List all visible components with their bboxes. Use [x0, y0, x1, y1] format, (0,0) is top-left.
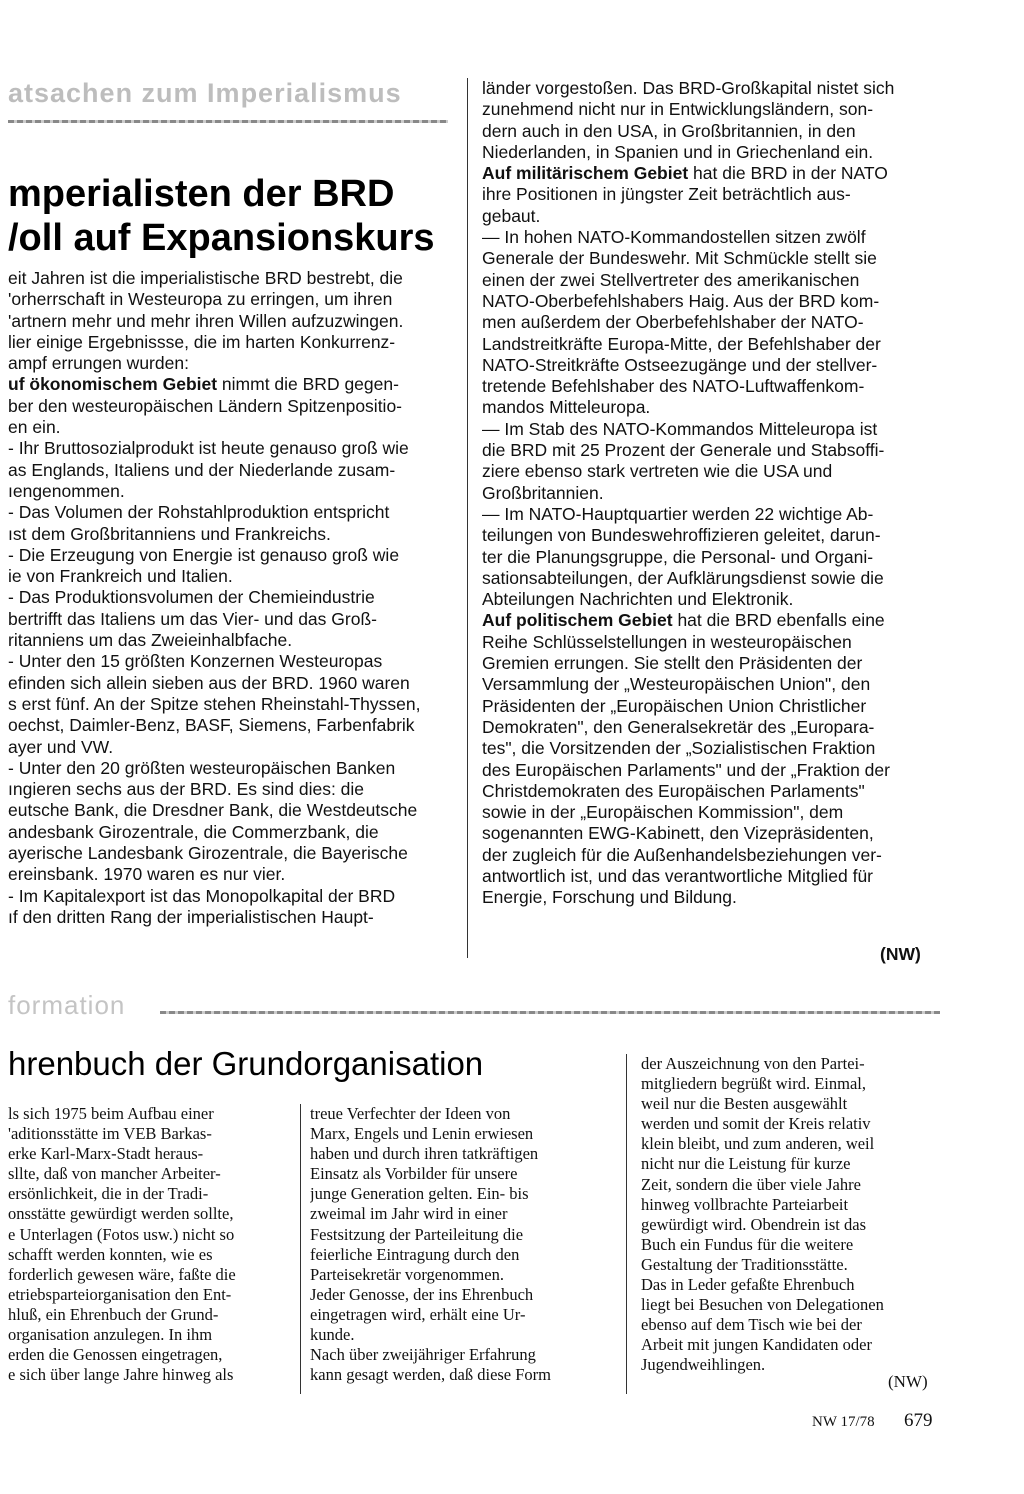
text-line: Landstreitkräfte Europa-Mitte, der Befehlshaber der	[482, 333, 881, 354]
text-line: organisation anzulegen. In ihm	[8, 1325, 213, 1345]
text-line: einen der zwei Stellvertreter des amerikanischen	[482, 269, 860, 290]
text-line: ritanniens um das Zweieinhalbfache.	[8, 630, 293, 651]
text-line: ıngieren sechs aus der BRD. Es sind dies: die	[8, 779, 365, 800]
text-line: - Unter den 15 größten Konzernen Westeuropas	[8, 651, 383, 672]
article-column-right	[482, 78, 944, 909]
text-line: eit Jahren ist die imperialistische BRD bestrebt, die	[8, 268, 403, 288]
text-line: Gremien errungen. Sie stellt den Präsidenten der	[482, 653, 863, 674]
text-line: der zugleich für die Außenhandelsbeziehungen ver-	[482, 844, 882, 865]
text-line: NATO-Streitkräfte Ostseezugänge und der stellver-	[482, 354, 878, 375]
issue-number: NW 17/78	[812, 1414, 875, 1430]
text-line: sllte, daß von mancher Arbeiter-	[8, 1164, 221, 1184]
text-line: Generale der Bundeswehr. Mit Schmückle stellt sie	[482, 248, 877, 269]
text-line: ebenso auf dem Tisch wie bei der	[641, 1315, 862, 1335]
text-line: Arbeit mit jungen Kandidaten oder	[641, 1335, 872, 1355]
text-line: ayer und VW.	[8, 736, 114, 757]
headline-line: /oll auf Expansionskurs	[8, 217, 435, 259]
text-line: hluß, ein Ehrenbuch der Grund-	[8, 1304, 219, 1324]
text-line: sowie in der „Europäischen Kommission", dem	[482, 802, 844, 823]
text-line: - Das Produktionsvolumen der Chemieindustrie	[8, 587, 375, 608]
text-line: - Das Volumen der Rohstahlproduktion entspricht	[8, 502, 390, 523]
text-line: bertrifft das Italiens um das Vier- und das Groß-	[8, 608, 377, 629]
text-line: Buch ein Fundus für die weitere	[641, 1234, 854, 1254]
text-line: Parteisekretär vorgenommen.	[310, 1264, 504, 1284]
article-headline: hrenbuch der Grundorganisation	[8, 1045, 484, 1082]
text-line: NATO-Oberbefehlshabers Haig. Aus der BRD kom-	[482, 290, 880, 311]
text-line: liegt bei Besuchen von Delegationen	[641, 1295, 884, 1315]
text-line: ber den westeuropäischen Ländern Spitzenpositio-	[8, 395, 403, 416]
text-line: ie von Frankreich und Italien.	[8, 566, 233, 587]
subheading-bold: Auf politischem Gebiet	[482, 610, 673, 631]
text-fragment: nimmt die BRD gegen-	[217, 374, 399, 395]
text-line: kunde.	[310, 1325, 355, 1345]
text-line: e Unterlagen (Fotos usw.) nicht so	[8, 1224, 235, 1244]
text-line: Großbritannien.	[482, 482, 604, 503]
text-line: eutsche Bank, die Dresdner Bank, die Westdeutsche	[8, 800, 418, 821]
text-line: efinden sich allein sieben aus der BRD. 1960 waren	[8, 672, 410, 693]
text-line: gewürdigt wird. Obendrein ist das	[641, 1214, 866, 1234]
text-line: ersönlichkeit, die in der Tradi-	[8, 1184, 209, 1204]
text-line: erke Karl-Marx-Stadt heraus-	[8, 1144, 204, 1164]
text-line: men außerdem der Oberbefehlshaber der NATO-	[482, 312, 864, 333]
text-line: antwortlich ist, und das verantwortliche Mitglied für	[482, 865, 874, 886]
text-line	[482, 610, 944, 631]
text-line: as Englands, Italiens und der Niederlande zusam-	[8, 459, 396, 480]
author-signature: (NW)	[888, 1372, 928, 1391]
text-line: Christdemokraten des Europäischen Parlaments"	[482, 780, 865, 801]
text-line: weil nur die Besten ausgewählt	[641, 1094, 848, 1114]
headline-line: mperialisten der BRD	[8, 173, 395, 215]
text-line: Marx, Engels und Lenin erwiesen	[310, 1124, 534, 1144]
text-line: tes", die Vorsitzenden der „Sozialistischen Fraktion	[482, 738, 876, 759]
text-line: klein bleibt, und zum anderen, weil	[641, 1134, 875, 1154]
text-line: - Die Erzeugung von Energie ist genauso groß wie	[8, 544, 400, 565]
text-line: ıst dem Großbritanniens und Frankreichs.	[8, 523, 331, 544]
article-column	[641, 1054, 939, 1376]
text-line: andesbank Girozentrale, die Commerzbank, die	[8, 821, 379, 842]
text-line: 'orherrschaft in Westeuropa zu erringen, um ihren	[8, 289, 393, 310]
text-fragment: hat die BRD in der NATO	[688, 163, 888, 184]
subheading-bold: Auf militärischem Gebiet	[482, 163, 689, 184]
text-line: ıengenommen.	[8, 480, 125, 501]
text-line: haben und durch ihren tatkräftigen	[310, 1144, 539, 1164]
text-line: zweimal im Jahr wird in einer	[310, 1204, 508, 1224]
text-line: der Auszeichnung von den Partei-	[641, 1054, 865, 1073]
text-line: - Unter den 20 größten westeuropäischen Banken	[8, 757, 396, 778]
subheading-bold: uf ökonomischem Gebiet	[8, 374, 218, 395]
text-line: Das in Leder gefaßte Ehrenbuch	[641, 1275, 855, 1295]
text-line: mandos Mitteleuropa.	[482, 397, 651, 418]
text-line: ayerische Landesbank Girozentrale, die Bayerische	[8, 843, 408, 864]
article-column	[8, 1104, 292, 1385]
article-column-left	[8, 268, 458, 928]
text-line: nicht nur die Leistung für kurze	[641, 1154, 851, 1174]
text-line: ereinsbank. 1970 waren es nur vier.	[8, 864, 286, 885]
text-line: Einsatz als Vorbilder für unsere	[310, 1164, 518, 1184]
text-line: s erst fünf. An der Spitze stehen Rheinstahl-Thyssen,	[8, 693, 421, 714]
column-divider	[300, 1104, 301, 1394]
text-line: en ein.	[8, 417, 61, 438]
article-column	[310, 1104, 610, 1385]
text-line: ter die Planungsgruppe, die Personal- und Organi-	[482, 546, 874, 567]
section-kicker: atsachen zum Imperialismus	[8, 78, 402, 108]
text-line: werden und somit der Kreis relativ	[641, 1114, 871, 1134]
text-line: Niederlanden, in Spanien und in Griechenland ein.	[482, 141, 874, 162]
text-line: Versammlung der „Westeuropäischen Union", den	[482, 674, 871, 695]
text-line: Jugendweihlingen.	[641, 1355, 766, 1375]
text-line: forderlich gewesen wäre, faßte die	[8, 1264, 236, 1284]
text-line: Gestaltung der Traditionsstätte.	[641, 1254, 848, 1274]
text-line: Abteilungen Nachrichten und Elektronik.	[482, 589, 794, 610]
text-line: ampf errungen wurden:	[8, 353, 189, 374]
text-line: des Europäischen Parlaments" und der „Fraktion der	[482, 759, 890, 780]
text-line: dern auch in den USA, in Großbritannien, in den	[482, 120, 856, 141]
section-kicker: formation	[8, 990, 126, 1020]
text-line: 'aditionsstätte im VEB Barkas-	[8, 1124, 212, 1144]
column-divider	[467, 78, 468, 958]
text-line: tretende Befehlshaber des NATO-Luftwaffenkom-	[482, 376, 865, 397]
text-line: Reihe Schlüsselstellungen in westeuropäischen	[482, 631, 852, 652]
text-line: Festsitzung der Parteileitung die	[310, 1224, 524, 1244]
kicker-rule	[8, 120, 448, 123]
text-line: ıf den dritten Rang der imperialistischen Haupt-	[8, 906, 374, 927]
text-line: Energie, Forschung und Bildung.	[482, 887, 737, 908]
article-headline	[8, 172, 458, 260]
text-line: zunehmend nicht nur in Entwicklungsländern, son-	[482, 99, 874, 120]
text-line: sogenannten EWG-Kabinett, den Vizepräsidenten,	[482, 823, 874, 844]
text-line: oechst, Daimler-Benz, BASF, Siemens, Farbenfabrik	[8, 715, 415, 736]
text-line	[8, 374, 458, 395]
text-line: die BRD mit 25 Prozent der Generale und Stabsoffi-	[482, 440, 885, 461]
text-line: schafft werden konnten, wie es	[8, 1244, 213, 1264]
text-line: Demokraten", den Generalsekretär des „Europara-	[482, 716, 875, 737]
text-line: onsstätte gewürdigt werden sollte,	[8, 1204, 234, 1224]
text-line: länder vorgestoßen. Das BRD-Großkapital nistet sich	[482, 78, 895, 98]
text-line: mitgliedern begrüßt wird. Einmal,	[641, 1074, 866, 1094]
text-line: kann gesagt werden, daß diese Form	[310, 1365, 552, 1385]
text-line: Nach über zweijähriger Erfahrung	[310, 1345, 536, 1365]
text-line: junge Generation gelten. Ein- bis	[310, 1184, 529, 1204]
text-line: - Im Kapitalexport ist das Monopolkapital der BRD	[8, 885, 396, 906]
text-line: teilungen von Bundeswehroffizieren geleitet, darun-	[482, 525, 881, 546]
column-divider	[626, 1054, 627, 1394]
text-line: 'artnern mehr und mehr ihren Willen aufzuzwingen.	[8, 310, 404, 331]
text-line: - Ihr Bruttosozialprodukt ist heute genauso groß wie	[8, 438, 409, 459]
text-line: gebaut.	[482, 205, 541, 226]
text-line: Präsidenten der „Europäischen Union Christlicher	[482, 695, 867, 716]
page-number: 679	[904, 1410, 933, 1431]
text-line: erden die Genossen eingetragen,	[8, 1345, 223, 1365]
text-line: feierliche Eintragung durch den	[310, 1244, 520, 1264]
author-signature: (NW)	[880, 944, 921, 964]
text-line: sationsabteilungen, der Aufklärungsdienst sowie die	[482, 567, 884, 588]
text-line: ls sich 1975 beim Aufbau einer	[8, 1104, 214, 1123]
text-fragment: hat die BRD ebenfalls eine	[672, 610, 885, 631]
text-line: — Im NATO-Hauptquartier werden 22 wichtige Ab-	[482, 503, 874, 524]
text-line: e sich über lange Jahre hinweg als	[8, 1365, 234, 1385]
text-line: Jeder Genosse, der ins Ehrenbuch	[310, 1284, 534, 1304]
kicker-rule	[160, 1011, 940, 1014]
text-line: ziere ebenso stark vertreten wie die USA und	[482, 461, 833, 482]
text-line: — In hohen NATO-Kommandostellen sitzen zwölf	[482, 227, 866, 248]
text-line: Zeit, sondern die über viele Jahre	[641, 1174, 861, 1194]
text-line: eingetragen wird, erhält eine Ur-	[310, 1304, 526, 1324]
text-line: ihre Positionen in jüngster Zeit beträchtlich aus-	[482, 184, 851, 205]
text-line: etriebsparteiorganisation den Ent-	[8, 1284, 232, 1304]
text-line: — Im Stab des NATO-Kommandos Mitteleuropa ist	[482, 418, 878, 439]
text-line: treue Verfechter der Ideen von	[310, 1104, 511, 1123]
text-line: lier einige Ergebnissse, die im harten Konkurrenz-	[8, 331, 396, 352]
text-line	[482, 163, 944, 184]
text-line: hinweg vollbrachte Parteiarbeit	[641, 1194, 849, 1214]
